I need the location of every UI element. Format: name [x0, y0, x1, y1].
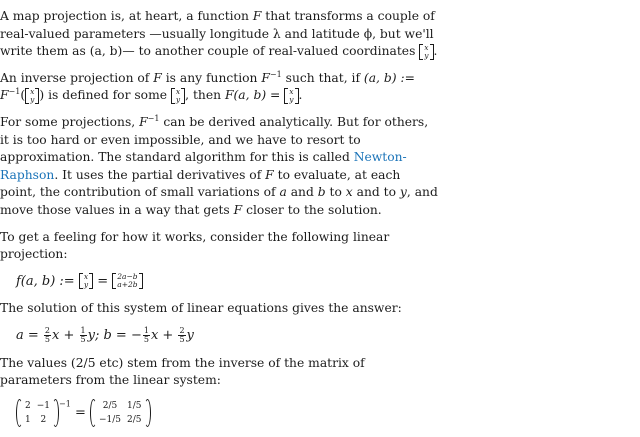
math-expr: y	[186, 327, 194, 343]
text: that transforms a couple of real-valued parameters —usually longitude λ and latitude ϕ, but we'll write them as	[0, 9, 435, 59]
matrix-cell: 1/5	[127, 400, 142, 411]
matrix-cell: −1	[36, 400, 51, 411]
math-expr: f(a, b) :=	[16, 273, 79, 289]
math-expr: (a, b) := F	[0, 70, 415, 103]
math-paren: (	[20, 88, 26, 103]
math-b: b	[317, 185, 326, 200]
math-F-inverse: F	[139, 114, 148, 129]
math-exponent: −1	[147, 113, 160, 123]
math-x: x	[345, 185, 353, 200]
math-F: F	[265, 167, 274, 182]
matrix-cell: 2/5	[102, 400, 118, 411]
math-equals: =	[70, 405, 90, 421]
text: to	[325, 185, 346, 200]
math-expr: F(a, b) =	[224, 88, 285, 103]
text: , then	[185, 88, 225, 103]
matrix-cell: 2	[25, 400, 31, 411]
math-expr: y; b = −	[87, 327, 142, 343]
paragraph-intro	[0, 8, 440, 61]
matrix-parameters	[16, 399, 59, 427]
vector-row-1: 2a−b	[117, 272, 138, 282]
math-y: y	[399, 185, 407, 200]
numerator: 2	[179, 325, 185, 335]
denominator: 5	[80, 334, 86, 344]
vector-xy: x y	[284, 88, 298, 104]
text: .	[298, 88, 303, 103]
text: closer to the solution.	[242, 202, 382, 217]
math-exponent: −1	[59, 399, 71, 409]
math-paren: )	[39, 88, 45, 103]
vector-row-2: a+2b	[117, 280, 138, 290]
numerator: 2	[44, 325, 51, 335]
math-F: F	[252, 9, 262, 23]
equation-matrix-inverse	[16, 399, 440, 427]
text: For some projections,	[0, 114, 140, 129]
equation-linear-projection	[16, 273, 440, 291]
paragraph-inverse: An inverse projection of F is any function $F^{-1}$ such that, if (a, b) := $F^{-1}$( x y ) is defined for some x y , then F(a, b) = x y .	[0, 69, 415, 104]
text: is any function	[161, 70, 262, 85]
vector-result	[112, 273, 142, 289]
matrix-cell: 1	[25, 414, 31, 425]
math-exponent: −1	[269, 69, 282, 79]
vector-y: y	[83, 280, 89, 290]
vector-x: x	[83, 272, 89, 282]
equation-solution	[16, 327, 440, 345]
paragraph-solution-intro: The solution of this system of linear equations gives the answer:	[0, 301, 402, 316]
vector-x: x	[424, 42, 429, 52]
vector-xy: x y	[171, 88, 185, 104]
text: An inverse projection of	[0, 70, 154, 85]
matrix-inverse	[90, 399, 151, 427]
numerator: 1	[80, 325, 86, 335]
vector-xy	[79, 273, 93, 289]
text: can be derived analytically. But for others, it is too hard or even impossible, and we have to resort to approximation. The standard algorithm for this is called	[0, 114, 429, 165]
newton-raphson-link[interactable]: Newton-Raphson	[0, 150, 407, 182]
math-ab: (a, b)	[89, 44, 123, 59]
vector-xy: x y	[25, 88, 39, 104]
text: and to	[352, 185, 400, 200]
text: — to another couple of real-valued coordinates	[122, 44, 420, 59]
matrix-cell: 2	[40, 414, 47, 425]
matrix-cell: 2/5	[127, 414, 142, 425]
math-F: F	[153, 70, 162, 85]
text: and	[286, 185, 318, 200]
math-F-inverse: F	[261, 70, 270, 85]
math-expr: x +	[52, 327, 79, 343]
matrix-cell: −1/5	[98, 414, 122, 425]
math-a: a	[279, 185, 287, 200]
denominator: 5	[143, 334, 149, 344]
text: , and move those values in a way that gets	[0, 185, 438, 217]
paragraph-linear-intro: To get a feeling for how it works, consider the following linear projection:	[0, 229, 390, 262]
math-F: F	[233, 202, 243, 217]
denominator: 5	[179, 334, 185, 344]
paragraph-newton	[0, 114, 440, 220]
text: . It uses the partial derivatives of	[54, 167, 266, 182]
fraction	[143, 327, 150, 344]
math-expr: a =	[16, 327, 43, 343]
text: .	[433, 44, 438, 59]
math-equals: =	[93, 273, 113, 289]
text: such that, if	[281, 70, 364, 85]
text: to evaluate, at each point, the contribution of small variations of	[0, 167, 401, 200]
fraction	[178, 327, 185, 344]
math-expr: x +	[150, 327, 178, 343]
vector-xy	[419, 44, 433, 60]
numerator: 1	[143, 325, 149, 335]
denominator: 5	[44, 334, 51, 344]
paragraph-matrix-intro: The values (2/5 etc) stem from the inverse of the matrix of parameters from the linear system:	[0, 355, 365, 388]
fraction	[80, 327, 87, 344]
vector-y: y	[424, 50, 429, 60]
text: is defined for some	[44, 88, 171, 103]
text: A map projection is, at heart, a function	[0, 9, 253, 23]
fraction	[44, 327, 51, 344]
